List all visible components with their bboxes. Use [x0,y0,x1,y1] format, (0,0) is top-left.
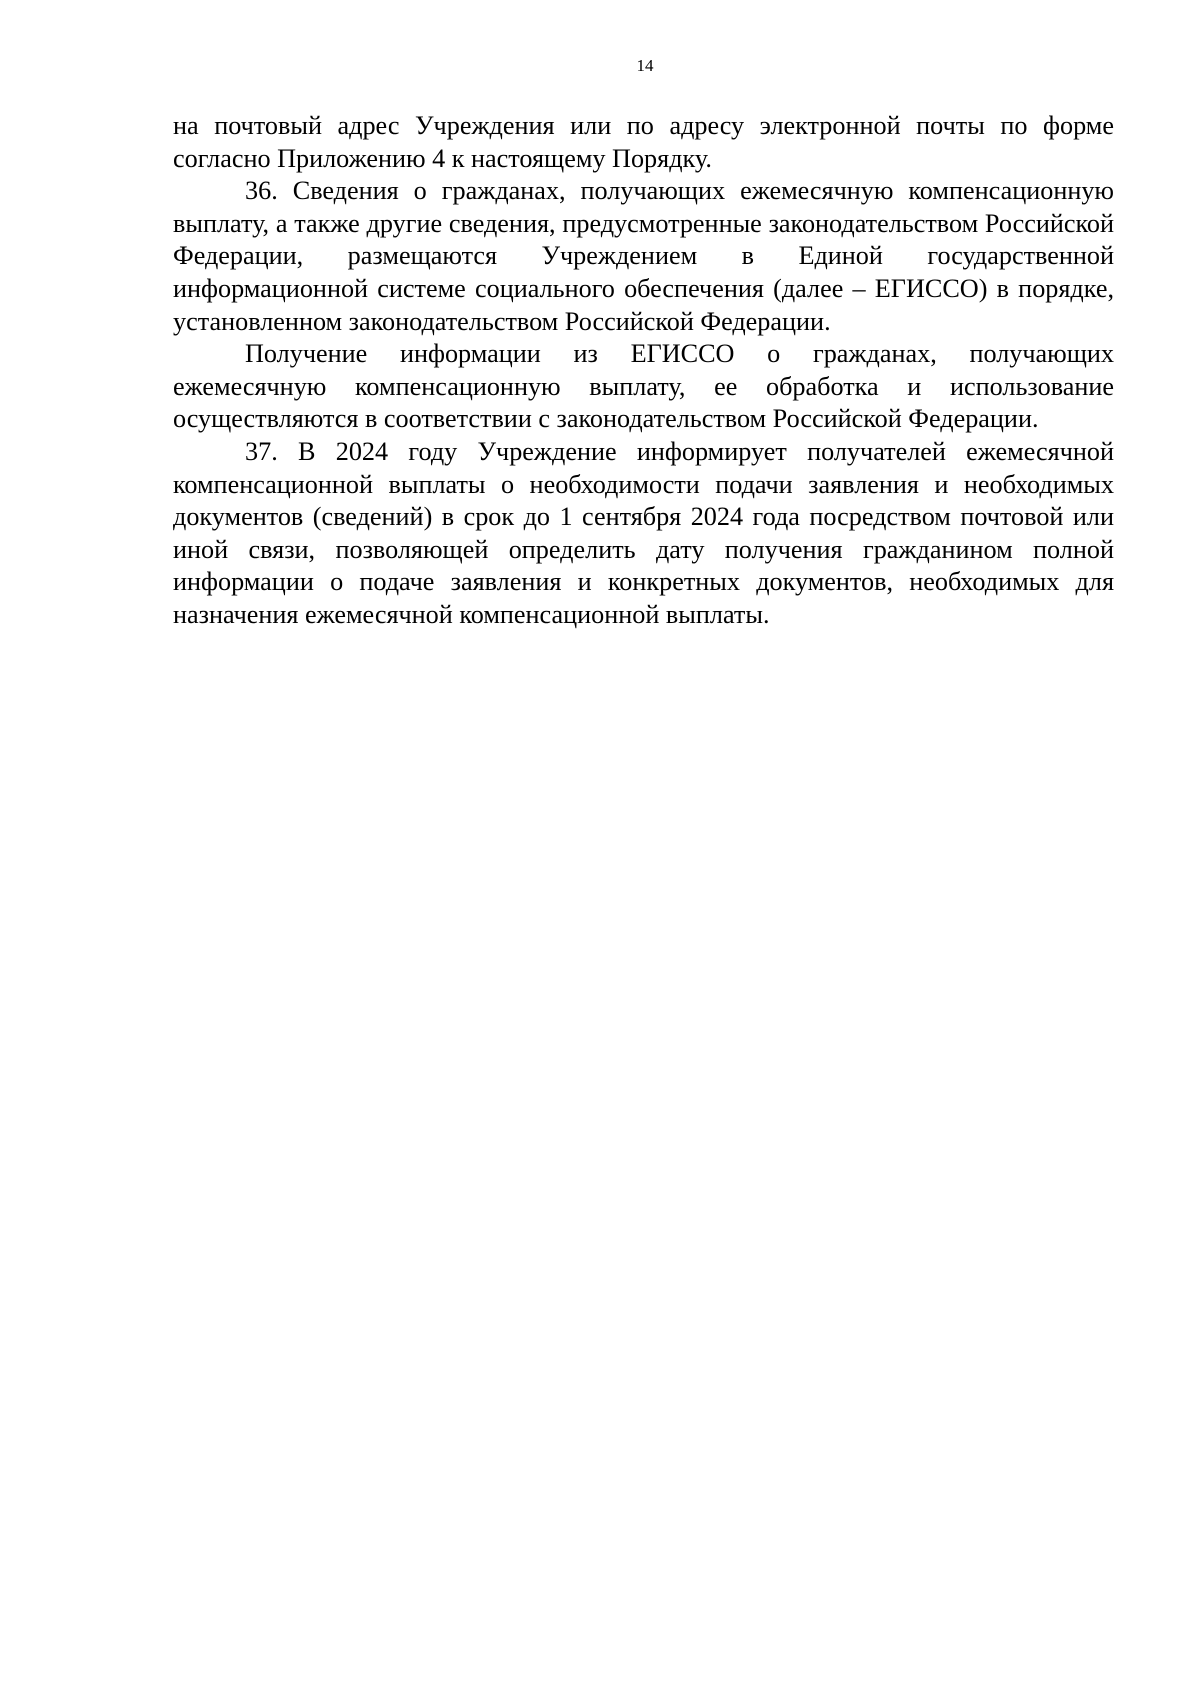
paragraph-egisso-info: Получение информации из ЕГИССО о гражданах, получающих ежемесячную компенсационную выплату, ее обработка и использование осуществляются в соответствии с законодательством Российской Федерации. [173,339,1114,434]
paragraph-item-37: 37. В 2024 году Учреждение информирует получателей ежемесячной компенсационной выплаты о необходимости подачи заявления и необходимых документов (сведений) в срок до 1 сентября 2024 года посредством почтовой или иной связи, позволяющей определить дату получения гражданином полной информации о подаче заявления и конкретных документов, необходимых для назначения ежемесячной компенсационной выплаты. [173,436,1114,629]
page-number: 14 [636,56,654,75]
paragraph-continuation: на почтовый адрес Учреждения или по адресу электронной почты по форме согласно Приложению 4 к настоящему Порядку. [173,111,1114,173]
document-body [173,110,1114,632]
paragraph-item-36: 36. Сведения о гражданах, получающих ежемесячную компенсационную выплату, а также другие сведения, предусмотренные законодательством Российской Федерации, размещаются Учреждением в Единой государственной информационной системе социального обеспечения (далее – ЕГИССО) в порядке, установленном законодательством Российской Федерации. [173,176,1114,336]
